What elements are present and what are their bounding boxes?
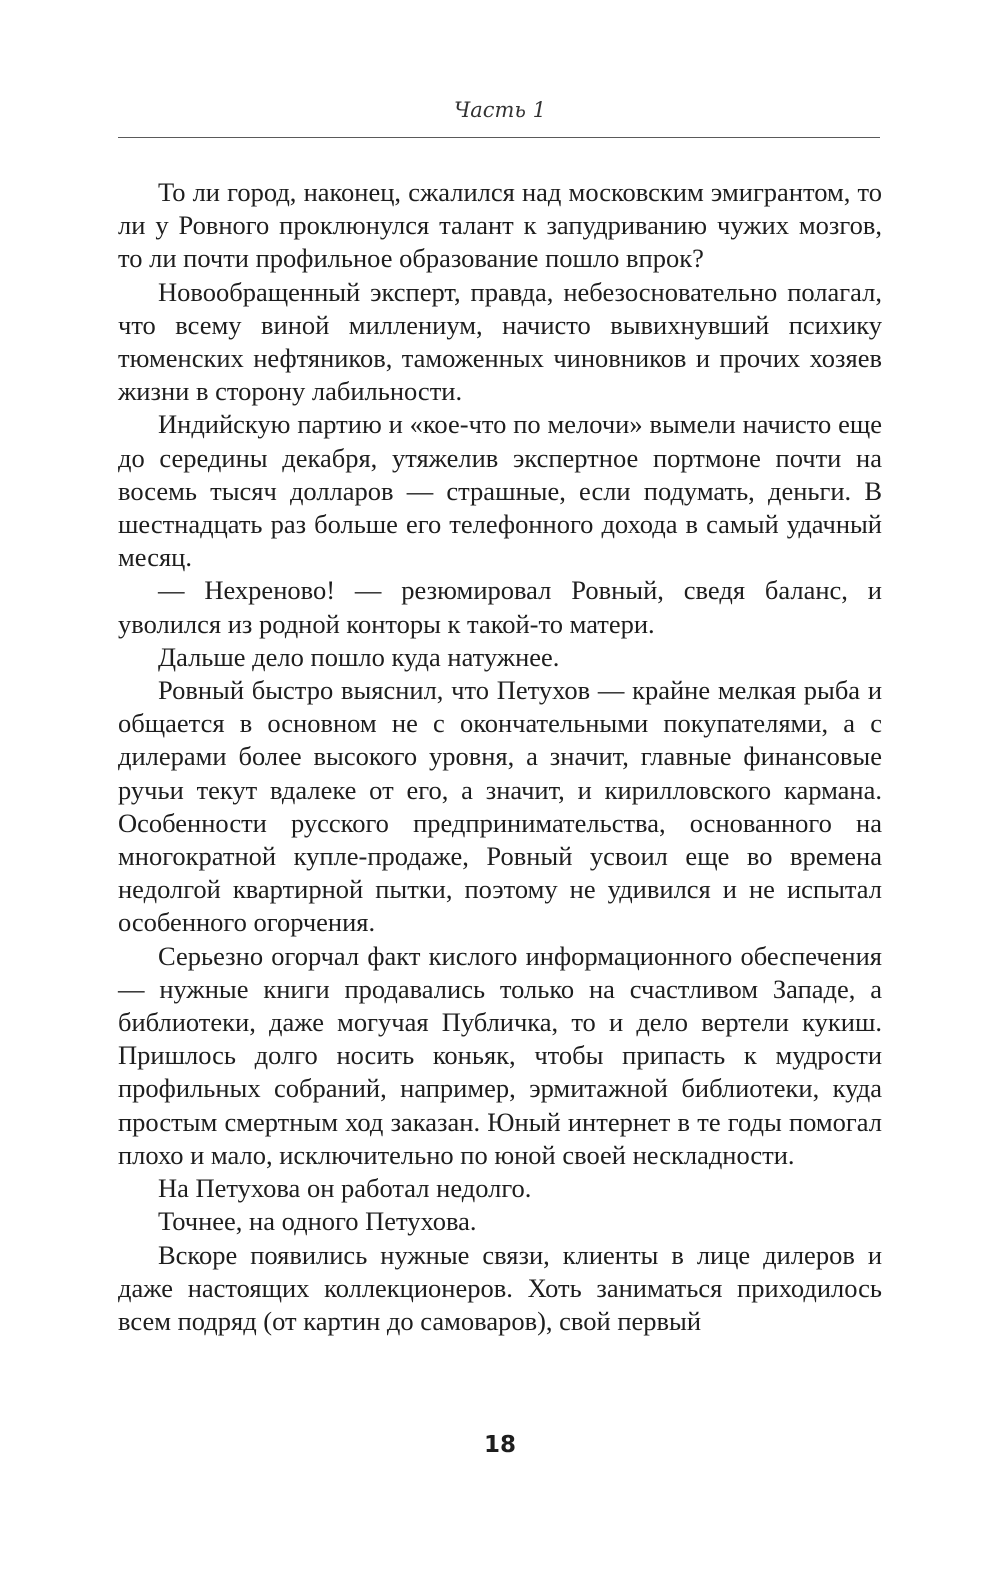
body-text xyxy=(118,176,882,1338)
header-rule xyxy=(118,137,880,138)
paragraph: Дальше дело пошло куда натужнее. xyxy=(158,641,560,672)
paragraph: Серьезно огорчал факт кислого информационного обеспечения — нужные книги продавались только на счастливом Западе, а библиотеки, даже могучая Публичка, то и дело вертели кукиш. Пришлось долго носить коньяк, чтобы припасть к мудрости профильных собраний, например, эрмитажной библиотеки, куда простым смертным ход заказан. Юный интернет в те годы помогал плохо и мало, исключительно по юной своей нескладности. xyxy=(118,940,882,1170)
paragraph: Индийскую партию и «кое-что по мелочи» вымели начисто еще до середины декабря, утяжелив экспертное портмоне почти на восемь тысяч долларов — страшные, если подумать, деньги. В шестнадцать раз больше его телефонного дохода в самый удачный месяц. xyxy=(118,409,882,573)
paragraph: Ровный быстро выяснил, что Петухов — крайне мелкая рыба и общается в основном не с окончательными покупателями, а с дилерами более высокого уровня, а значит, главные финансовые ручьи текут вдалеке от его, а значит, и кирилловского кармана. Особенности русского предпринимательства, основанного на многократной купле-продаже, Ровный усвоил еще во времена недолгой квартирной пытки, поэтому не удивился и не испытал особенного огорчения. xyxy=(118,675,882,938)
paragraph: То ли город, наконец, сжалился над московским эмигрантом, то ли у Ровного проклюнулся талант к запудриванию чужих мозгов, то ли почти профильное образование пошло впрок? xyxy=(118,177,882,274)
page-number: 18 xyxy=(483,1432,516,1458)
running-head: Часть 1 xyxy=(454,98,546,122)
paragraph: Вскоре появились нужные связи, клиенты в лице дилеров и даже настоящих коллекционеров. Хоть заниматься приходилось всем подряд (от картин до самоваров), свой первый xyxy=(118,1239,882,1336)
paragraph: — Нехреново! — резюмировал Ровный, сведя баланс, и уволился из родной конторы к такой-то матери. xyxy=(118,575,882,639)
paragraph: На Петухова он работал недолго. xyxy=(158,1173,532,1204)
paragraph: Новообращенный эксперт, правда, небезосновательно полагал, что всему виной миллениум, начисто вывихнувший психику тюменских нефтяников, таможенных чиновников и прочих хозяев жизни в сторону лабильности. xyxy=(118,276,882,407)
paragraph: Точнее, на одного Петухова. xyxy=(158,1206,477,1237)
